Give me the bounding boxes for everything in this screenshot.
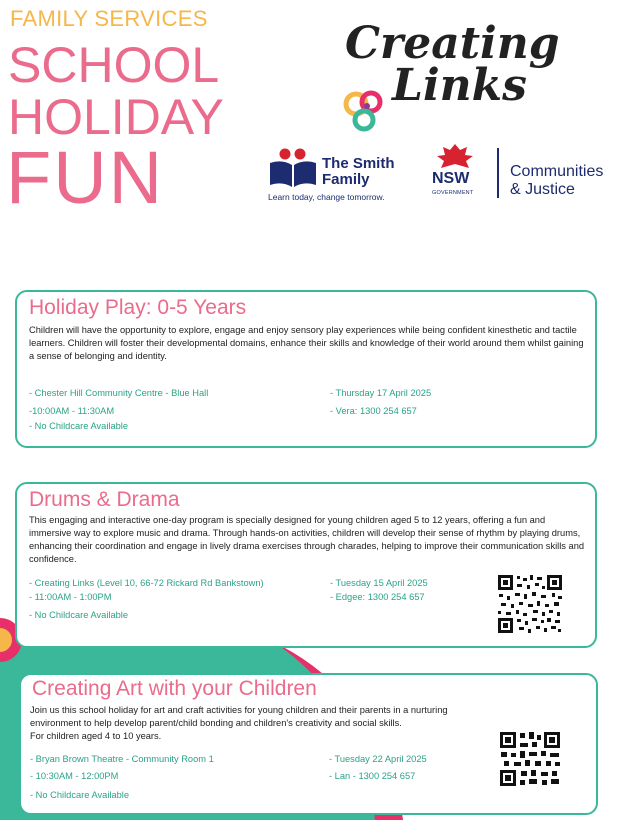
program-time: - 11:00AM - 1:00PM bbox=[29, 592, 112, 602]
program-description-line2: environment to help develop parent/child bonding and children's creativity and social skills. bbox=[30, 718, 402, 728]
smith-family-book-icon bbox=[268, 147, 318, 191]
program-description-line1: Join us this school holiday for art and craft activities for young children and their parents in a nurturing bbox=[30, 705, 448, 715]
creating-links-circles-icon bbox=[340, 88, 388, 136]
title-school: SCHOOL bbox=[8, 37, 220, 93]
program-location: - Bryan Brown Theatre - Community Room 1 bbox=[30, 754, 214, 764]
program-title: Holiday Play: 0-5 Years bbox=[29, 296, 247, 319]
program-time: -10:00AM - 11:30AM bbox=[29, 406, 115, 416]
creating-links-logo-line2: Links bbox=[392, 60, 527, 111]
program-childcare: - No Childcare Available bbox=[29, 610, 129, 620]
program-date: - Tuesday 15 April 2025 bbox=[330, 578, 428, 588]
communities-justice-line1: Communities bbox=[510, 163, 604, 180]
program-description: This engaging and interactive one-day program is specially designed for young children aged 5 to 12 years, offering a fun and immersive way to explore music and drama. Through hands-on activities, children will develop their sense of rhythm by playing drums, enhancing their coordination and engage in lively drama exercises through charades, helping to improve their communication skills and confidence. bbox=[29, 515, 585, 564]
title-holiday: HOLIDAY bbox=[8, 89, 224, 145]
program-contact: - Lan - 1300 254 657 bbox=[329, 771, 416, 781]
program-date: - Tuesday 22 April 2025 bbox=[329, 754, 427, 764]
program-childcare: - No Childcare Available bbox=[30, 790, 130, 800]
program-title: Drums & Drama bbox=[29, 488, 180, 511]
program-title: Creating Art with your Children bbox=[32, 677, 317, 700]
program-date: - Thursday 17 April 2025 bbox=[330, 388, 432, 398]
communities-justice-line2: & Justice bbox=[510, 181, 575, 198]
title-fun: FUN bbox=[6, 136, 165, 219]
family-services-kicker: FAMILY SERVICES bbox=[10, 6, 208, 31]
program-card-holiday-play bbox=[15, 290, 597, 448]
qr-code-icon[interactable] bbox=[499, 731, 561, 787]
logo-divider bbox=[497, 148, 499, 198]
program-description-line3: For children aged 4 to 10 years. bbox=[30, 731, 162, 741]
program-card-creating-art bbox=[19, 673, 598, 815]
program-card-drums-drama bbox=[15, 482, 597, 648]
program-description: Children will have the opportunity to explore, engage and enjoy sensory play experiences while being confident kinesthetic and tactile learners. Children will foster their developmental domains, enhance their skills and knowledge of their world around them whilst gaining a sense of belonging and identity. bbox=[29, 325, 584, 361]
nsw-government-label: GOVERNMENT bbox=[432, 190, 474, 196]
program-contact: - Edgee: 1300 254 657 bbox=[330, 592, 425, 602]
program-time: - 10:30AM - 12:00PM bbox=[30, 771, 119, 781]
program-contact: - Vera: 1300 254 657 bbox=[330, 406, 417, 416]
smith-family-tagline: Learn today, change tomorrow. bbox=[268, 192, 385, 202]
nsw-label: NSW bbox=[432, 170, 470, 187]
creating-links-logo-line1: Creating bbox=[345, 18, 560, 69]
nsw-waratah-icon bbox=[434, 142, 476, 170]
program-childcare: - No Childcare Available bbox=[29, 421, 129, 431]
program-location: - Chester Hill Community Centre - Blue Hall bbox=[29, 388, 209, 398]
program-location: - Creating Links (Level 10, 66-72 Rickard Rd Bankstown) bbox=[29, 578, 264, 588]
qr-code-icon[interactable] bbox=[497, 574, 563, 634]
smith-family-name: The Smith Family bbox=[322, 155, 395, 188]
